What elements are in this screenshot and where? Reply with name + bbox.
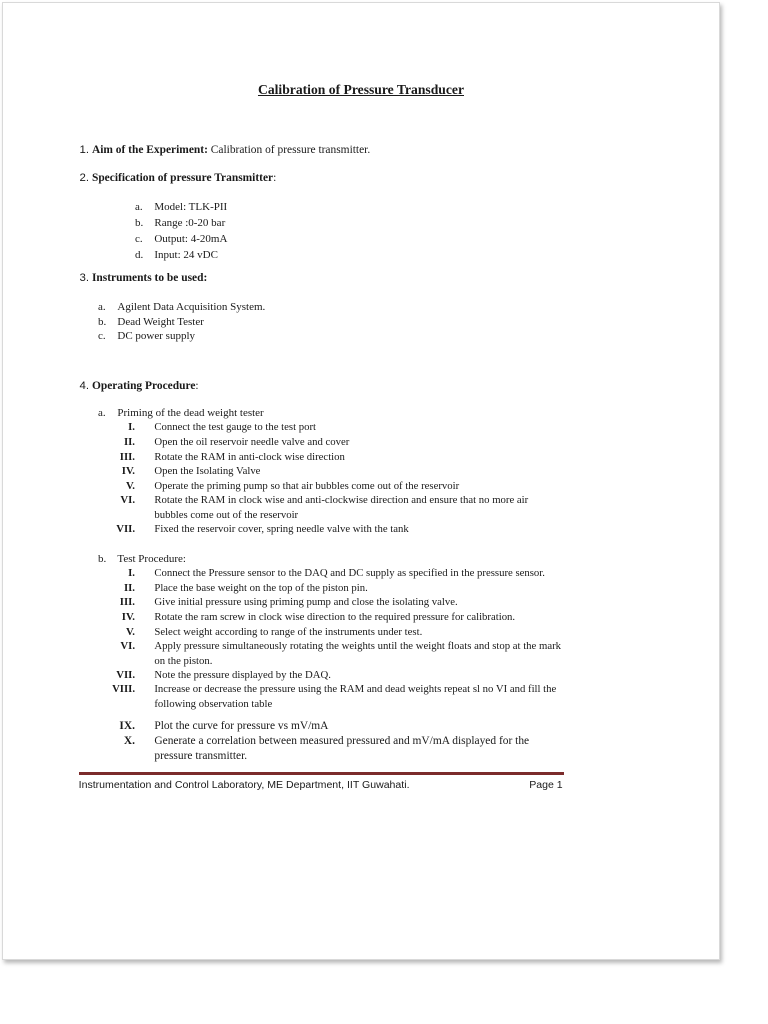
list-marker: VI. [120, 494, 135, 507]
list-marker: I. [128, 567, 135, 580]
list-marker: a. [98, 301, 106, 314]
section-text: : [195, 379, 199, 392]
list-marker: VIII. [112, 683, 135, 696]
list-marker: VI. [120, 640, 135, 653]
section-text: : [273, 171, 277, 184]
document-title: Calibration of Pressure Transducer [257, 82, 464, 98]
document-page [2, 2, 720, 960]
list-text: Dead Weight Tester [117, 315, 204, 328]
section-procedure [80, 380, 199, 392]
list-marker: IV. [121, 611, 135, 624]
subsection-heading-test [98, 552, 186, 567]
section-aim [80, 144, 371, 156]
list-text: Open the oil reservoir needle valve and cover [154, 436, 350, 449]
list-text: Give initial pressure using priming pump and close the isolating valve. [154, 596, 458, 609]
list-text: Range :0-20 bar [154, 216, 226, 229]
list-text: Place the base weight on the top of the piston pin. [154, 582, 368, 595]
list-marker: IX. [119, 720, 135, 733]
list-text: Apply pressure simultaneously rotating the weights until the weight floats and stop at the mark on the piston. [154, 640, 562, 667]
section-heading: Instruments to be used: [91, 272, 208, 285]
list-marker: III. [119, 451, 135, 464]
list-marker: X. [123, 735, 135, 748]
list-text: Connect the Pressure sensor to the DAQ and DC supply as specified in the pressure sensor. [154, 567, 545, 580]
list-item [135, 216, 225, 231]
list-marker: b. [98, 553, 107, 566]
list-marker: II. [123, 582, 135, 595]
list-marker: I. [128, 421, 135, 434]
list-text: Model: TLK-PII [154, 201, 228, 214]
list-text: Increase or decrease the pressure using the RAM and dead weights repeat sl no VI and fill the following observation table [154, 683, 557, 710]
list-marker: b. [98, 315, 107, 328]
subsection-heading-priming [98, 406, 264, 421]
section-specification [80, 172, 277, 184]
section-number: 4. [79, 379, 90, 392]
section-heading: Specification of pressure Transmitter [91, 171, 274, 184]
section-number: 1. [79, 143, 90, 156]
list-text: Rotate the RAM in anti-clock wise direction [154, 451, 345, 464]
list-marker: b. [135, 216, 144, 229]
section-number: 3. [79, 272, 90, 285]
list-item [98, 315, 204, 330]
list-marker: a. [98, 407, 106, 420]
list-marker: d. [135, 248, 144, 261]
section-instruments [80, 272, 208, 284]
list-marker: II. [123, 436, 135, 449]
list-text: Test Procedure: [117, 553, 186, 566]
list-item [98, 300, 265, 315]
list-text: Fixed the reservoir cover, spring needle valve with the tank [154, 523, 409, 536]
list-marker: VII. [116, 523, 135, 536]
list-marker: V. [125, 480, 135, 493]
section-heading: Aim of the Experiment: [91, 143, 208, 156]
section-heading: Operating Procedure [91, 379, 196, 392]
list-text: Connect the test gauge to the test port [154, 421, 316, 434]
footer-text: Instrumentation and Control Laboratory, ME Department, IIT Guwahati. [78, 779, 410, 792]
list-item [135, 200, 227, 215]
list-text: Priming of the dead weight tester [117, 407, 264, 420]
list-marker: c. [135, 232, 143, 245]
list-item [135, 232, 227, 247]
list-text: Agilent Data Acquisition System. [117, 301, 266, 314]
list-text: Select weight according to range of the instruments under test. [154, 626, 423, 639]
list-text: Operate the priming pump so that air bubbles come out of the reservoir [154, 480, 460, 493]
list-item [98, 329, 195, 344]
list-marker: III. [119, 596, 135, 609]
list-marker: V. [125, 626, 135, 639]
footer-divider [79, 772, 565, 775]
section-number: 2. [79, 171, 90, 184]
list-marker: c. [98, 329, 106, 342]
list-text: Rotate the RAM in clock wise and anti-clockwise direction and ensure that no more air bubbles come out of the reservoir [154, 494, 529, 521]
list-text: DC power supply [117, 329, 195, 342]
list-text: Note the pressure displayed by the DAQ. [154, 669, 331, 682]
list-marker: IV. [121, 465, 135, 478]
list-marker: a. [135, 201, 143, 214]
list-marker: VII. [116, 669, 135, 682]
section-text: Calibration of pressure transmitter. [207, 143, 371, 156]
list-text: Rotate the ram screw in clock wise direction to the required pressure for calibration. [154, 611, 516, 624]
page-number: Page 1 [529, 779, 563, 792]
list-text: Generate a correlation between measured pressured and mV/mA displayed for the pressure transmitter. [154, 735, 530, 762]
list-text: Plot the curve for pressure vs mV/mA [154, 720, 329, 733]
list-text: Open the Isolating Valve [154, 465, 261, 478]
list-text: Input: 24 vDC [154, 248, 218, 261]
list-text: Output: 4-20mA [154, 232, 228, 245]
list-item [135, 248, 218, 263]
